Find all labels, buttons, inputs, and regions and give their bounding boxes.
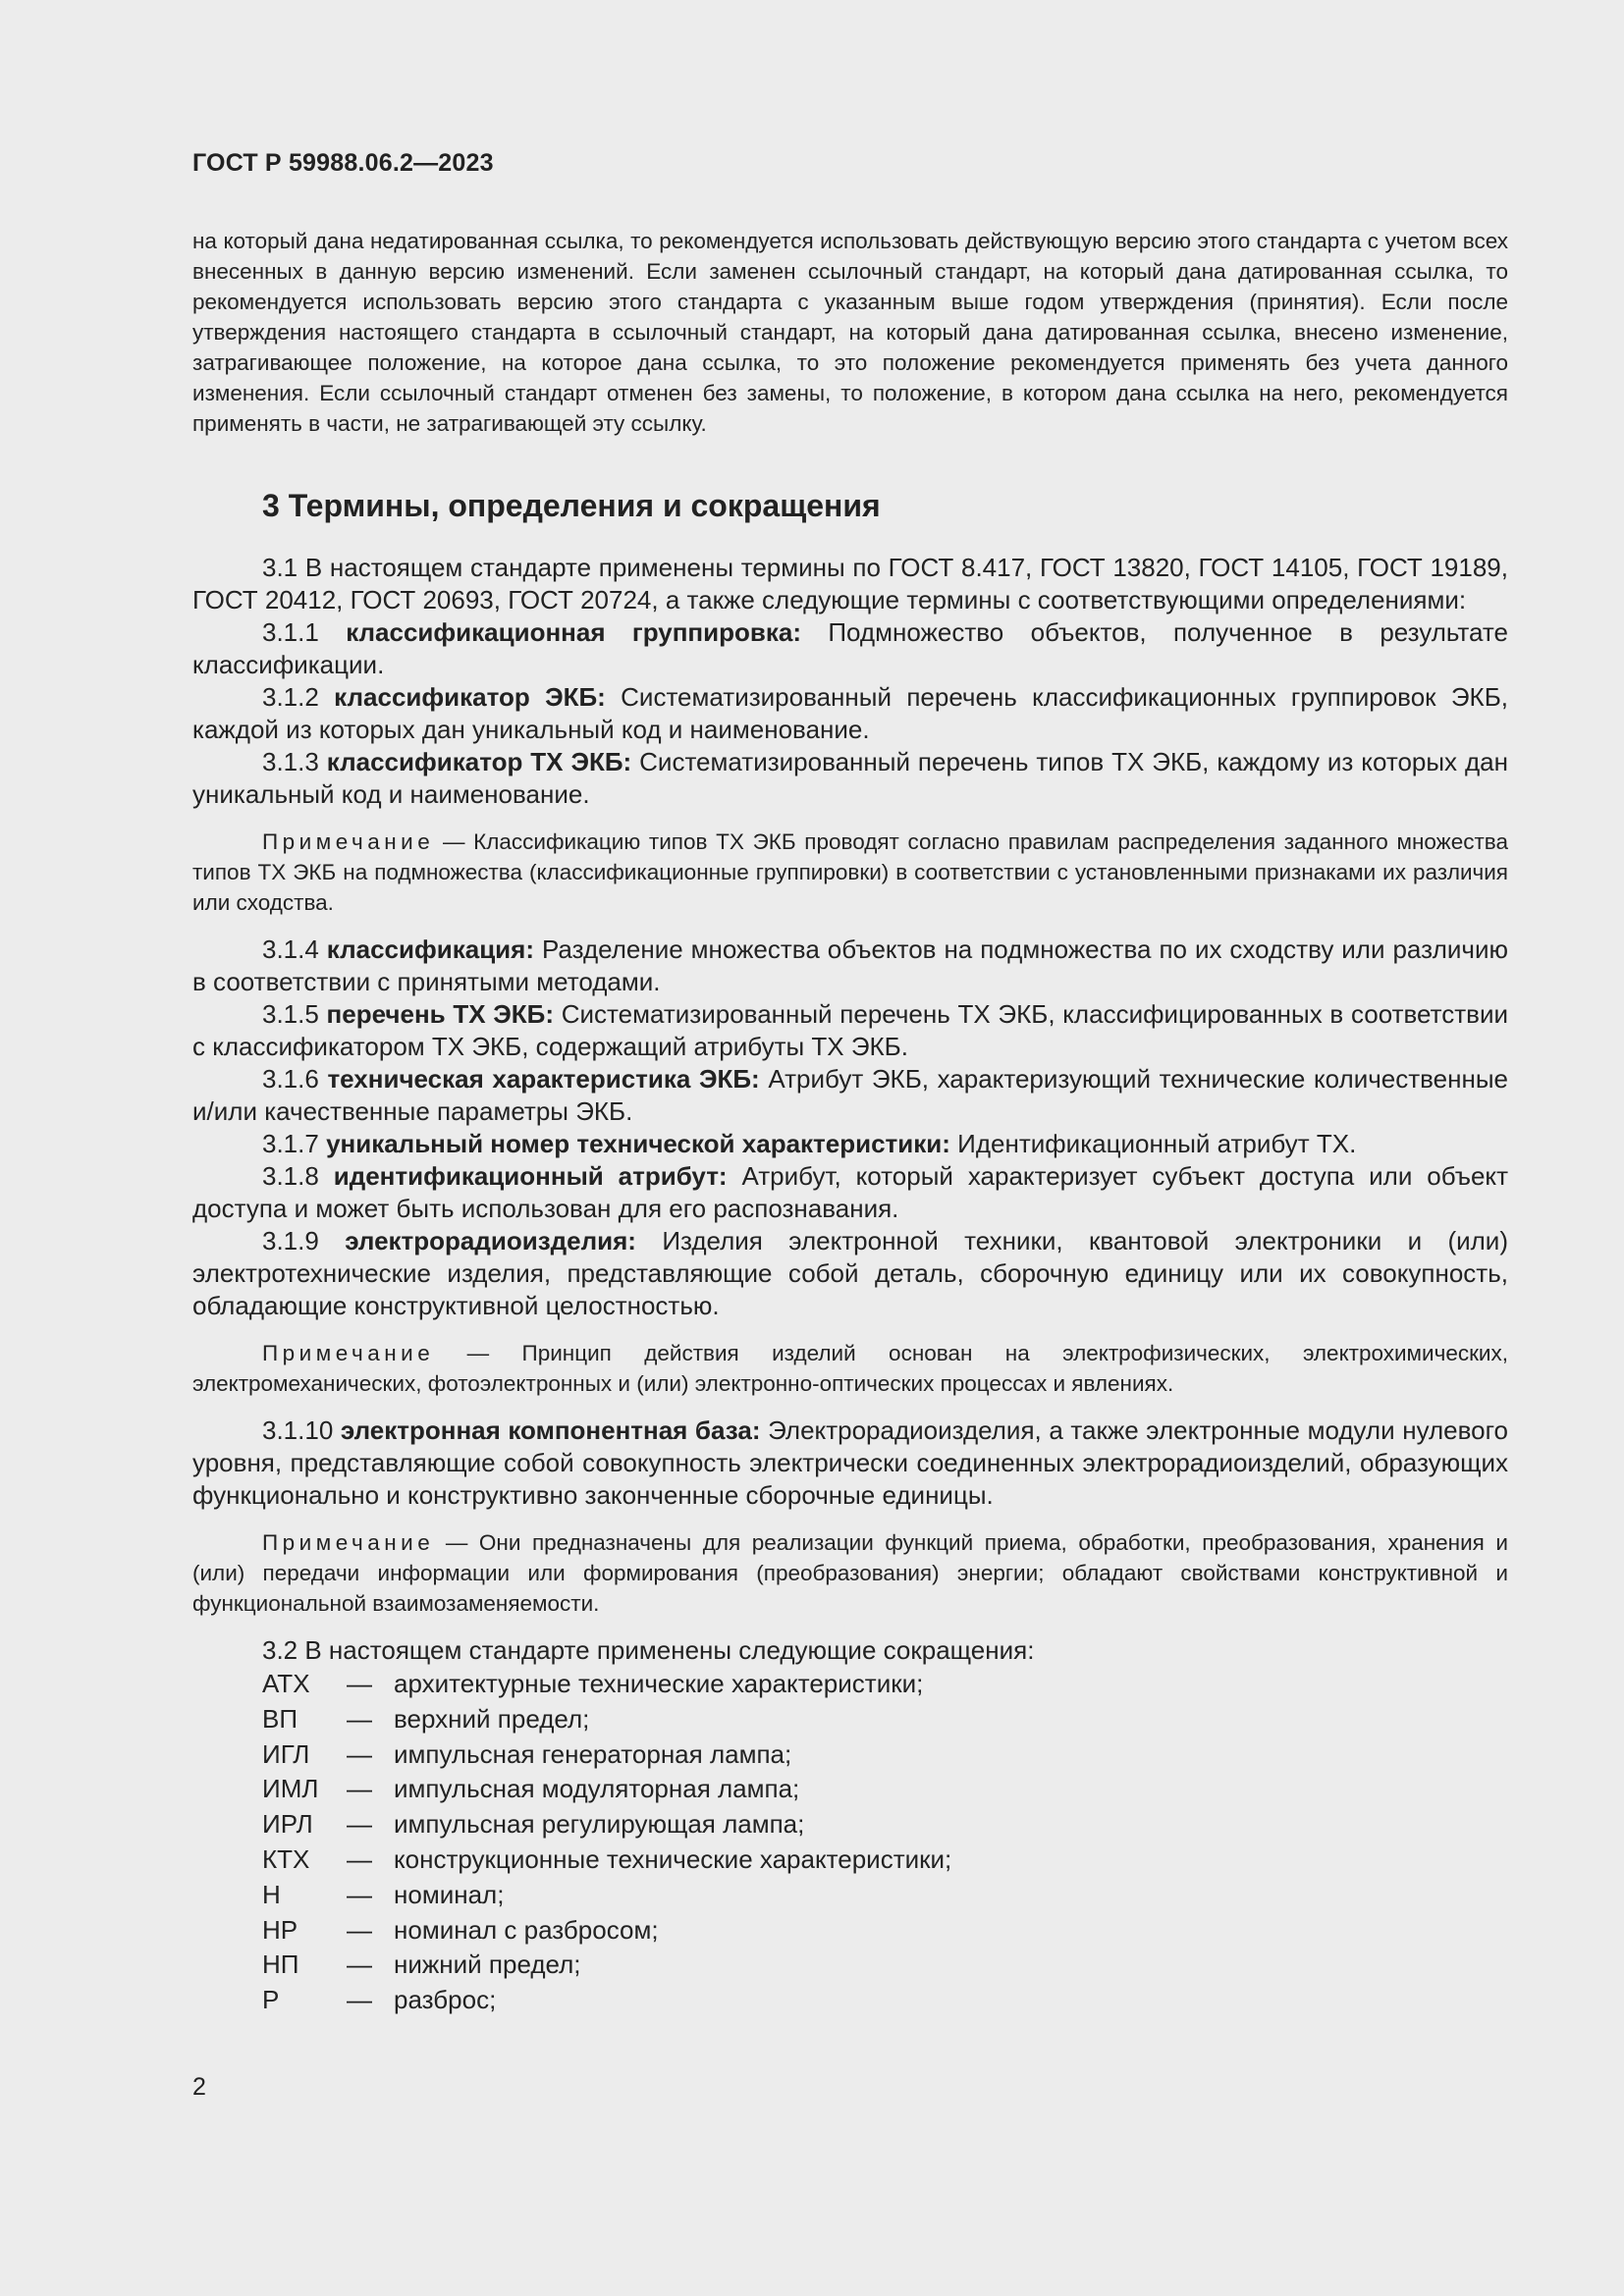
term-3-1-6 [192, 1063, 1508, 1128]
term-name: электронная компонентная база: [340, 1415, 761, 1445]
term-3-1-8 [192, 1160, 1508, 1225]
abbreviation-definition: разброс; [394, 1985, 497, 2015]
term-definition: Изделия электронной техники, квантовой электроники и (или) электротехнические изделия, представляющие собой деталь, сборочную единицу или их совокупность, обладающие конструктивной целостностью. [192, 1226, 1508, 1320]
abbreviation-code: Н [262, 1879, 281, 1909]
term-3-1-9 [192, 1225, 1508, 1322]
term-name: электрорадиоизделия: [345, 1226, 636, 1255]
note-3 [192, 1527, 1508, 1619]
term-number: 3.1.2 [262, 682, 319, 712]
term-name: уникальный номер технической характеристики: [326, 1129, 950, 1158]
abbreviation-code: АТХ [262, 1669, 310, 1698]
abbreviation-code: ИГЛ [262, 1738, 310, 1769]
list-item [262, 1878, 1508, 1913]
term-number: 3.1.8 [262, 1161, 319, 1191]
abbreviation-dash: — [347, 1949, 372, 1980]
abbreviation-definition: импульсная модуляторная лампа; [394, 1774, 800, 1804]
document-header: ГОСТ Р 59988.06.2—2023 [192, 149, 494, 177]
abbreviation-dash: — [347, 1738, 372, 1769]
term-name: классификационная группировка: [346, 617, 801, 647]
note-1 [192, 827, 1508, 918]
abbreviation-dash: — [347, 1879, 372, 1909]
term-number: 3.1.4 [262, 934, 319, 964]
abbreviation-code: ВП [262, 1703, 298, 1734]
term-number: 3.1.10 [262, 1415, 334, 1445]
abbreviation-definition: верхний предел; [394, 1703, 590, 1734]
term-definition: Атрибут ЭКБ, характеризующий технические количественные и/или качественные параметры ЭКБ. [192, 1064, 1508, 1126]
term-number: 3.1.3 [262, 747, 319, 776]
term-number: 3.1.9 [262, 1226, 319, 1255]
term-number: 3.1.7 [262, 1129, 319, 1158]
term-definition: Систематизированный перечень типов ТХ ЭКБ, каждому из которых дан уникальный код и наименование. [192, 747, 1508, 809]
term-definition: Электрорадиоизделия, а также электронные модули нулевого уровня, представляющие собой совокупность электрически соединенных электрорадиоизделий, образующих функционально и конструктивно законченные сборочные единицы. [192, 1415, 1508, 1510]
term-name: идентификационный атрибут: [333, 1161, 728, 1191]
list-item [262, 1842, 1508, 1878]
abbreviation-dash: — [347, 1809, 372, 1840]
note-label: Примечание [262, 1341, 435, 1365]
list-item [262, 1913, 1508, 1949]
abbreviation-list [192, 1667, 1508, 2018]
list-item [262, 1737, 1508, 1773]
term-number: 3.1.1 [262, 617, 319, 647]
abbreviation-dash: — [347, 1669, 372, 1698]
abbreviation-dash: — [347, 1774, 372, 1804]
term-name: классификатор ЭКБ: [334, 682, 606, 712]
abbreviation-definition: нижний предел; [394, 1949, 581, 1980]
abbreviation-definition: архитектурные технические характеристики; [394, 1669, 924, 1698]
abbreviation-definition: номинал; [394, 1879, 505, 1909]
abbreviation-code: НР [262, 1914, 298, 1945]
term-definition: Систематизированный перечень ТХ ЭКБ, классифицированных в соответствии с классификатором ТХ ЭКБ, содержащий атрибуты ТХ ЭКБ. [192, 999, 1509, 1061]
term-3-1-3 [192, 746, 1508, 811]
document-body [192, 226, 1508, 2018]
term-definition: Разделение множества объектов на подмножества по их сходству или различию в соответствии с принятыми методами. [192, 934, 1508, 996]
term-name: классификатор ТХ ЭКБ: [326, 747, 632, 776]
list-item [262, 1772, 1508, 1807]
list-item [262, 1807, 1508, 1842]
abbreviation-definition: импульсная регулирующая лампа; [394, 1809, 805, 1840]
paragraph-3-2: 3.2 В настоящем стандарте применены следующие сокращения: [262, 1635, 1035, 1665]
term-3-1-1 [192, 616, 1508, 681]
list-item [262, 1702, 1508, 1737]
term-name: классификация: [326, 934, 534, 964]
term-definition: Подмножество объектов, полученное в результате классификации. [192, 617, 1508, 679]
term-definition: Идентификационный атрибут ТХ. [957, 1129, 1357, 1158]
section-title: 3 Термины, определения и сокращения [262, 488, 881, 523]
term-number: 3.1.6 [262, 1064, 319, 1094]
note-text: — Принцип действия изделий основан на электрофизических, электрохимических, электромеханических, фотоэлектронных и (или) электронно-оптических процессах и явлениях. [192, 1341, 1508, 1396]
page-number: 2 [192, 2073, 206, 2101]
term-3-1-10 [192, 1415, 1508, 1512]
abbreviation-code: ИРЛ [262, 1809, 313, 1840]
abbreviation-code: ИМЛ [262, 1774, 319, 1804]
list-item [262, 1667, 1508, 1702]
term-3-1-7 [192, 1128, 1508, 1160]
note-label: Примечание [262, 829, 435, 854]
note-2 [192, 1338, 1508, 1399]
list-item [262, 1948, 1508, 1983]
term-definition: Систематизированный перечень классификационных группировок ЭКБ, каждой из которых дан уникальный код и наименование. [192, 682, 1508, 744]
list-item [262, 1983, 1508, 2018]
term-name: перечень ТХ ЭКБ: [326, 999, 555, 1029]
intro-paragraph: на который дана недатированная ссылка, то рекомендуется использовать действующую версию этого стандарта с учетом всех внесенных в данную версию изменений. Если заменен ссылочный стандарт, на который дана датированная ссылка, то рекомендуется использовать версию этого стандарта с указанным выше годом утверждения (принятия). Если после утверждения настоящего стандарта в ссылочный стандарт, на который дана датированная ссылка, внесено изменение, затрагивающее положение, на которое дана ссылка, то это положение рекомендуется применять без учета данного изменения. Если ссылочный стандарт отменен без замены, то положение, в котором дана ссылка на него, рекомендуется применять в части, не затрагивающей эту ссылку. [192, 229, 1508, 436]
term-number: 3.1.5 [262, 999, 319, 1029]
term-definition: Атрибут, который характеризует субъект доступа или объект доступа и может быть использован для его распознавания. [192, 1161, 1509, 1223]
abbreviation-definition: номинал с разбросом; [394, 1914, 659, 1945]
note-text: — Они предназначены для реализации функций приема, обработки, преобразования, хранения и (или) передачи информации или формирования (преобразования) энергии; обладают свойствами конструктивной и функциональной взаимозаменяемости. [192, 1530, 1508, 1616]
note-text: — Классификацию типов ТХ ЭКБ проводят согласно правилам распределения заданного множества типов ТХ ЭКБ на подмножества (классификационные группировки) в соответствии с установленными признаками их различия или сходства. [192, 829, 1508, 915]
abbreviation-code: КТХ [262, 1843, 310, 1874]
paragraph-3-1: 3.1 В настоящем стандарте применены термины по ГОСТ 8.417, ГОСТ 13820, ГОСТ 14105, ГОСТ 19189, ГОСТ 20412, ГОСТ 20693, ГОСТ 20724, а также следующие термины с соответствующими определениями: [192, 553, 1508, 614]
term-3-1-2 [192, 681, 1508, 746]
abbreviation-dash: — [347, 1985, 372, 2015]
term-name: техническая характеристика ЭКБ: [327, 1064, 760, 1094]
abbreviation-code: НП [262, 1949, 299, 1980]
term-3-1-5 [192, 998, 1508, 1063]
abbreviation-code: Р [262, 1985, 280, 2015]
abbreviation-dash: — [347, 1914, 372, 1945]
abbreviation-dash: — [347, 1703, 372, 1734]
note-label: Примечание [262, 1530, 435, 1555]
abbreviation-definition: конструкционные технические характеристики; [394, 1843, 952, 1874]
abbreviation-definition: импульсная генераторная лампа; [394, 1738, 792, 1769]
abbreviation-dash: — [347, 1843, 372, 1874]
term-3-1-4 [192, 934, 1508, 998]
